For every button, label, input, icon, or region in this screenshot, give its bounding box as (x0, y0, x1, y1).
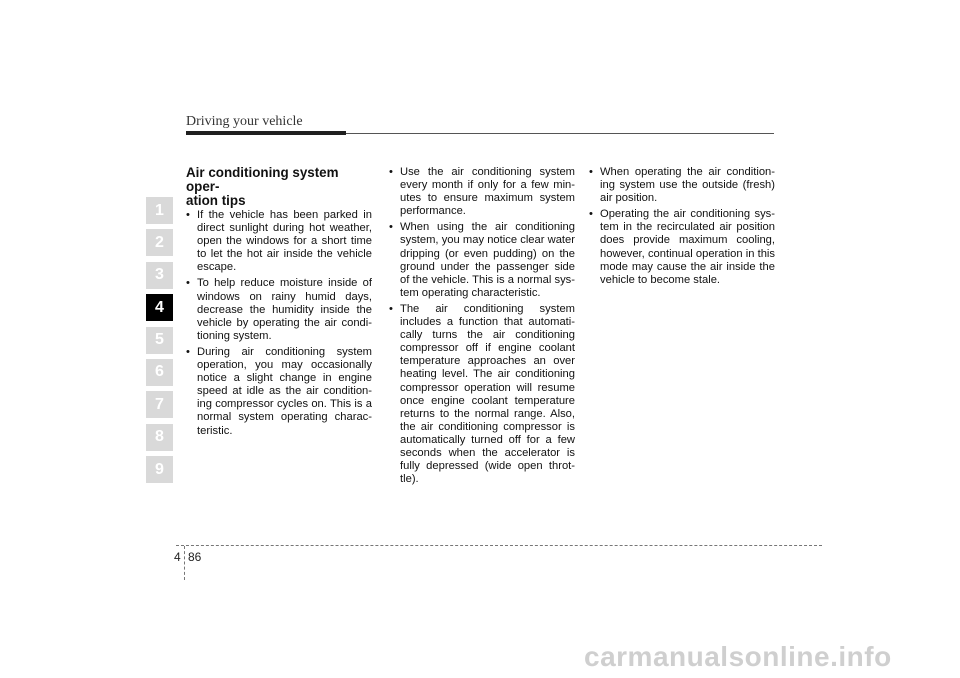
bullet-item: • Use the air conditioning system every month if only for a few min-utes to ensure maximum system performance. (389, 166, 575, 218)
bullet-list-1 (186, 209, 372, 438)
text-column-2 (389, 166, 575, 489)
header-rule-thick (186, 131, 346, 135)
section-heading: Air conditioning system oper- ation tips (186, 165, 339, 208)
chapter-tab-3[interactable]: 3 (146, 262, 173, 289)
chapter-tab-5[interactable]: 5 (146, 327, 173, 354)
chapter-tab-1[interactable]: 1 (146, 197, 173, 224)
header-rule-thin (346, 133, 774, 134)
bullet-item: • To help reduce moisture inside of windows on rainy humid days, decrease the humidity inside the vehicle by operating the air condi-tioning system. (186, 277, 372, 342)
chapter-tab-7[interactable]: 7 (146, 391, 173, 418)
chapter-tab-4[interactable]: 4 (146, 294, 173, 321)
bullet-item: • During air conditioning system operation, you may occasionally notice a slight change in engine speed at idle as the air condition-ing compressor cycles on. This is a normal system operating charac-teristic. (186, 346, 372, 438)
chapter-tab-6[interactable]: 6 (146, 359, 173, 386)
bullet-item: • Operating the air conditioning sys-tem in the recirculated air position does provide maximum cooling, however, continual operation in this mode may cause the air inside the vehicle to become stale. (589, 208, 775, 287)
bullet-item: • If the vehicle has been parked in direct sunlight during hot weather, open the windows for a short time to let the hot air inside the vehicle escape. (186, 209, 372, 274)
chapter-tab-9[interactable]: 9 (146, 456, 173, 483)
footer-chapter-number: 4 (174, 550, 181, 564)
footer-vertical-divider (184, 546, 185, 580)
bullet-item: • When using the air conditioning system, you may notice clear water dripping (or even pudding) on the ground under the passenger side of the vehicle. This is a normal sys-tem operating characteristic. (389, 221, 575, 300)
footer-divider (176, 545, 822, 546)
bullet-item: • The air conditioning system includes a function that automati-cally turns the air conditioning compressor off if engine coolant temperature approaches an over heating level. The air conditioning compressor operation will resume once engine coolant temperature returns to the normal range. Also, the air conditioning compressor is automatically turned off for a few seconds when the accelerator is fully depressed (wide open throt-tle). (389, 303, 575, 486)
bullet-item: • When operating the air condition-ing system use the outside (fresh) air position. (589, 166, 775, 205)
page-header-title: Driving your vehicle (186, 114, 303, 129)
chapter-tab-8[interactable]: 8 (146, 424, 173, 451)
bullet-list-3 (589, 166, 775, 287)
bullet-list-2 (389, 166, 575, 486)
watermark: carmanualsonline.info (584, 641, 892, 672)
text-column-3 (589, 166, 775, 290)
chapter-tab-2[interactable]: 2 (146, 229, 173, 256)
chapter-tabs (146, 197, 173, 489)
text-column-1 (186, 166, 372, 441)
footer-page-number: 86 (188, 550, 202, 564)
